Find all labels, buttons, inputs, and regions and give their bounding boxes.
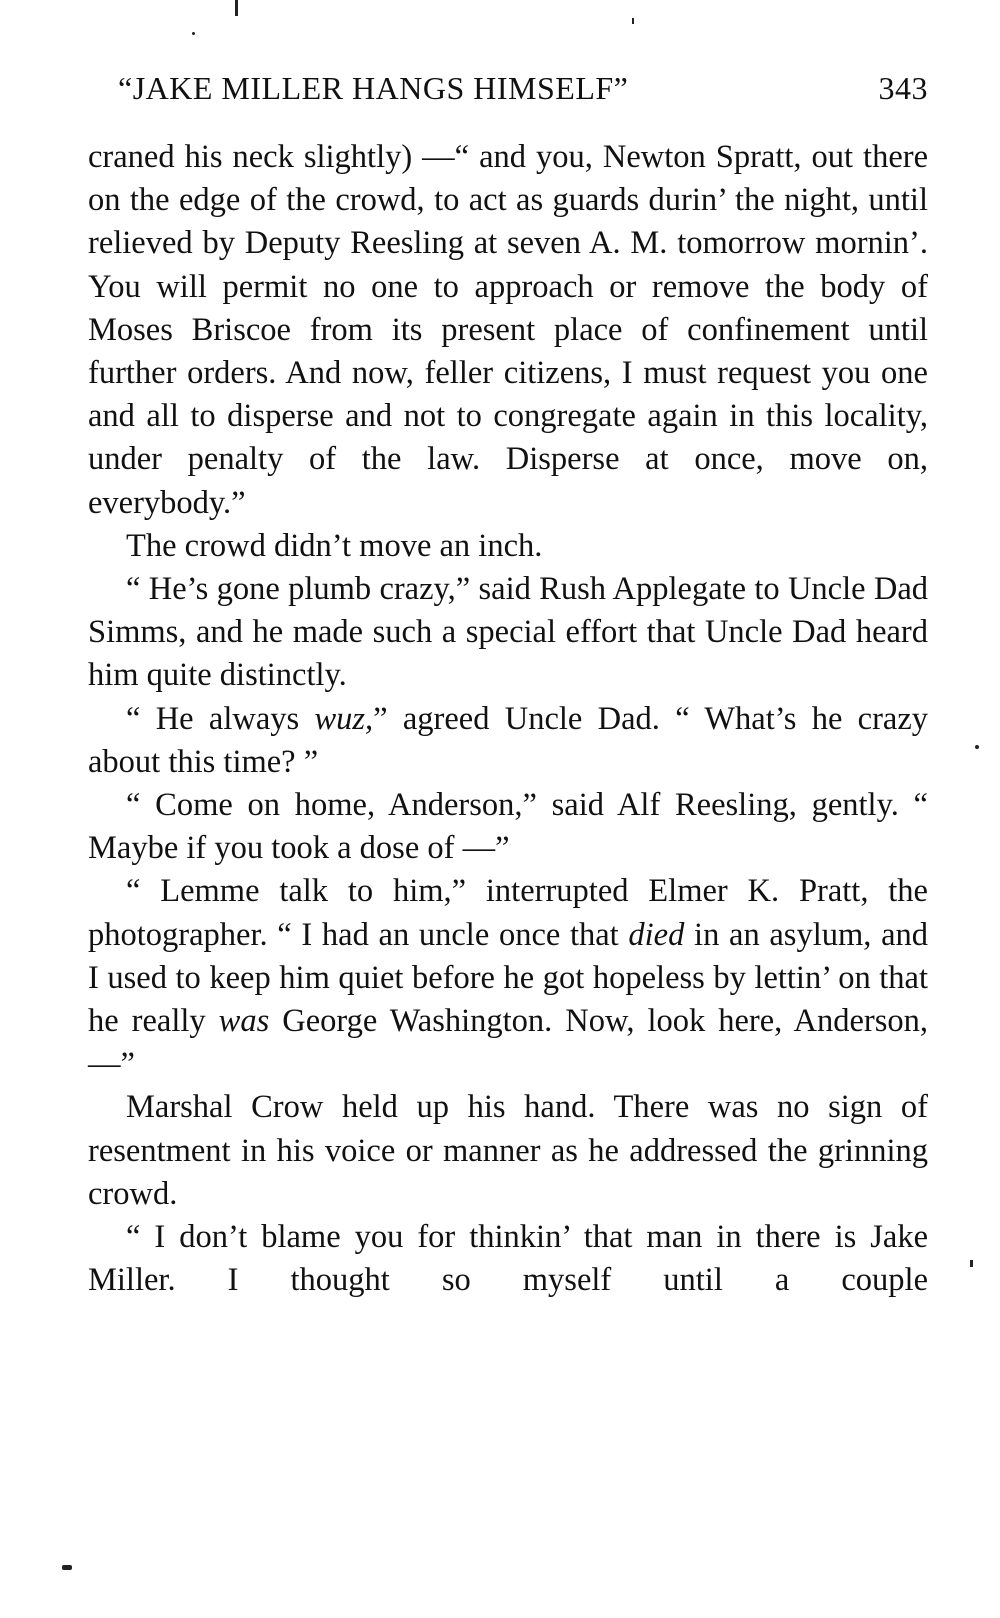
text-run: The crowd didn’t move an inch. xyxy=(126,527,543,564)
paragraph xyxy=(88,870,928,1086)
running-title: “JAKE MILLER HANGS HIMSELF” xyxy=(118,70,629,106)
body-text xyxy=(88,136,928,1302)
paragraph xyxy=(88,136,928,525)
text-run: George Washington. Now, look here, Anderson,—” xyxy=(88,1003,928,1083)
italic-text: was xyxy=(218,1003,270,1040)
text-run: “ I don’t blame you for thinkin’ that man in there is Jake Miller. I thought so myself until a couple xyxy=(88,1219,928,1299)
scan-speck xyxy=(632,18,634,24)
text-run: “ He always xyxy=(126,700,315,737)
paragraph xyxy=(88,1216,928,1302)
text-run: Marshal Crow held up his hand. There was no sign of resentment in his voice or manner as he addressed the grinning crowd. xyxy=(88,1089,928,1212)
scan-speck xyxy=(235,0,238,16)
italic-text: wuz, xyxy=(314,700,374,737)
paragraph xyxy=(88,568,928,698)
scan-speck xyxy=(975,745,979,749)
scan-speck xyxy=(970,1260,973,1267)
text-run: craned his neck slightly) —“ and you, Newton Spratt, out there on the edge of the crowd, to act as guards durin’ the night, until relieved by Deputy Reesling at seven A. M. tomorrow mornin’. You will permit no one to approach or remove the body of Moses Briscoe from its present place of confinement until further orders. And now, feller citizens, I must request you one and all to disperse and not to congregate again in this locality, under penalty of the law. Disperse at once, move on, everybody.” xyxy=(88,139,928,521)
italic-text: died xyxy=(628,916,685,953)
paragraph xyxy=(88,1086,928,1216)
paragraph xyxy=(88,698,928,784)
text-run: “ Come on home, Anderson,” said Alf Reesling, gently. “ Maybe if you took a dose of —” xyxy=(88,787,928,867)
text-run: ” agreed Uncle Dad. “ What’s he crazy about this time? ” xyxy=(88,700,929,780)
scan-speck xyxy=(62,1565,72,1570)
paragraph xyxy=(88,784,928,870)
text-run: “ Lemme talk to him,” interrupted Elmer K. Pratt, the photographer. “ I had an uncle once that xyxy=(88,873,928,953)
text-run: in an asylum, and I used to keep him quiet before he got hopeless by lettin’ on that he really xyxy=(88,916,929,1040)
scan-speck xyxy=(192,32,195,35)
page-header xyxy=(88,70,928,118)
paragraph xyxy=(88,525,928,568)
page-number: 343 xyxy=(878,70,928,106)
text-run: “ He’s gone plumb crazy,” said Rush Applegate to Uncle Dad Simms, and he made such a special effort that Uncle Dad heard him quite distinctly. xyxy=(88,571,928,694)
